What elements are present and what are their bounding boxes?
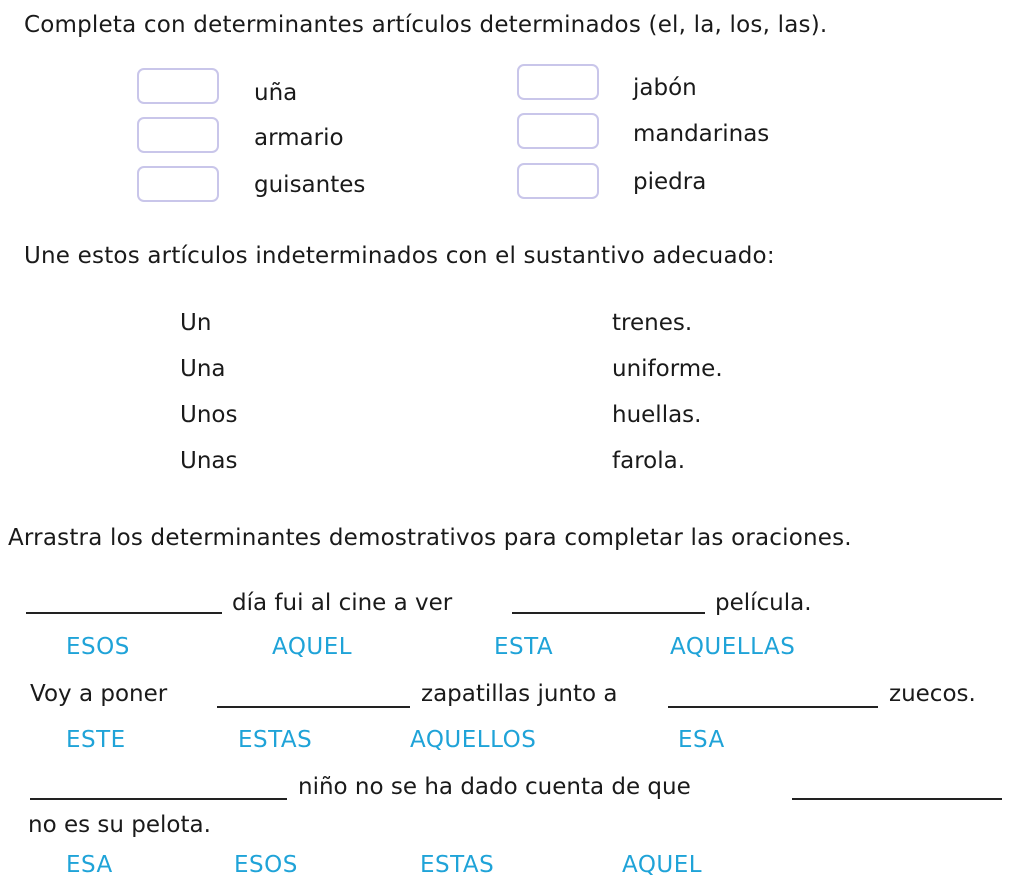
- option-este[interactable]: ESTE: [66, 727, 126, 753]
- section1-instruction: Completa con determinantes artículos determinados (el, la, los, las).: [24, 12, 828, 38]
- option-aquel-2[interactable]: AQUEL: [622, 852, 703, 878]
- option-aquellas[interactable]: AQUELLAS: [670, 634, 796, 660]
- noun-trenes[interactable]: trenes.: [612, 310, 693, 336]
- option-esta[interactable]: ESTA: [494, 634, 554, 660]
- article-un[interactable]: Un: [180, 310, 212, 336]
- option-estas[interactable]: ESTAS: [238, 727, 313, 753]
- sentence3-part2: no es su pelota.: [28, 812, 211, 838]
- sentence2-part3: zuecos.: [889, 681, 976, 707]
- option-aquellos[interactable]: AQUELLOS: [410, 727, 537, 753]
- word-armario: armario: [254, 125, 344, 151]
- answer-box-mandarinas[interactable]: [517, 113, 599, 149]
- blank-3b[interactable]: [792, 798, 1002, 800]
- article-una[interactable]: Una: [180, 356, 226, 382]
- answer-box-piedra[interactable]: [517, 163, 599, 199]
- option-esa-2[interactable]: ESA: [66, 852, 113, 878]
- option-aquel[interactable]: AQUEL: [272, 634, 353, 660]
- answer-box-guisantes[interactable]: [137, 166, 219, 202]
- answer-box-armario[interactable]: [137, 117, 219, 153]
- noun-farola[interactable]: farola.: [612, 448, 686, 474]
- section2-instruction: Une estos artículos indeterminados con el sustantivo adecuado:: [24, 243, 775, 269]
- option-estas-2[interactable]: ESTAS: [420, 852, 495, 878]
- option-esa[interactable]: ESA: [678, 727, 725, 753]
- sentence3-part1: niño no se ha dado cuenta de que: [298, 774, 691, 800]
- noun-huellas[interactable]: huellas.: [612, 402, 702, 428]
- word-guisantes: guisantes: [254, 172, 366, 198]
- sentence2-part2: zapatillas junto a: [421, 681, 618, 707]
- sentence1-part2: película.: [715, 590, 812, 616]
- sentence2-part1: Voy a poner: [30, 681, 168, 707]
- blank-1a[interactable]: [26, 612, 222, 614]
- blank-2a[interactable]: [217, 706, 410, 708]
- answer-box-jabon[interactable]: [517, 64, 599, 100]
- article-unas[interactable]: Unas: [180, 448, 238, 474]
- word-una: uña: [254, 80, 298, 106]
- answer-box-una[interactable]: [137, 68, 219, 104]
- blank-1b[interactable]: [512, 612, 705, 614]
- word-piedra: piedra: [633, 169, 707, 195]
- section3-instruction: Arrastra los determinantes demostrativos para completar las oraciones.: [8, 525, 852, 551]
- word-mandarinas: mandarinas: [633, 121, 770, 147]
- article-unos[interactable]: Unos: [180, 402, 238, 428]
- blank-3a[interactable]: [30, 798, 287, 800]
- option-esos[interactable]: ESOS: [66, 634, 130, 660]
- word-jabon: jabón: [633, 75, 697, 101]
- blank-2b[interactable]: [668, 706, 878, 708]
- noun-uniforme[interactable]: uniforme.: [612, 356, 723, 382]
- sentence1-part1: día fui al cine a ver: [232, 590, 453, 616]
- option-esos-2[interactable]: ESOS: [234, 852, 298, 878]
